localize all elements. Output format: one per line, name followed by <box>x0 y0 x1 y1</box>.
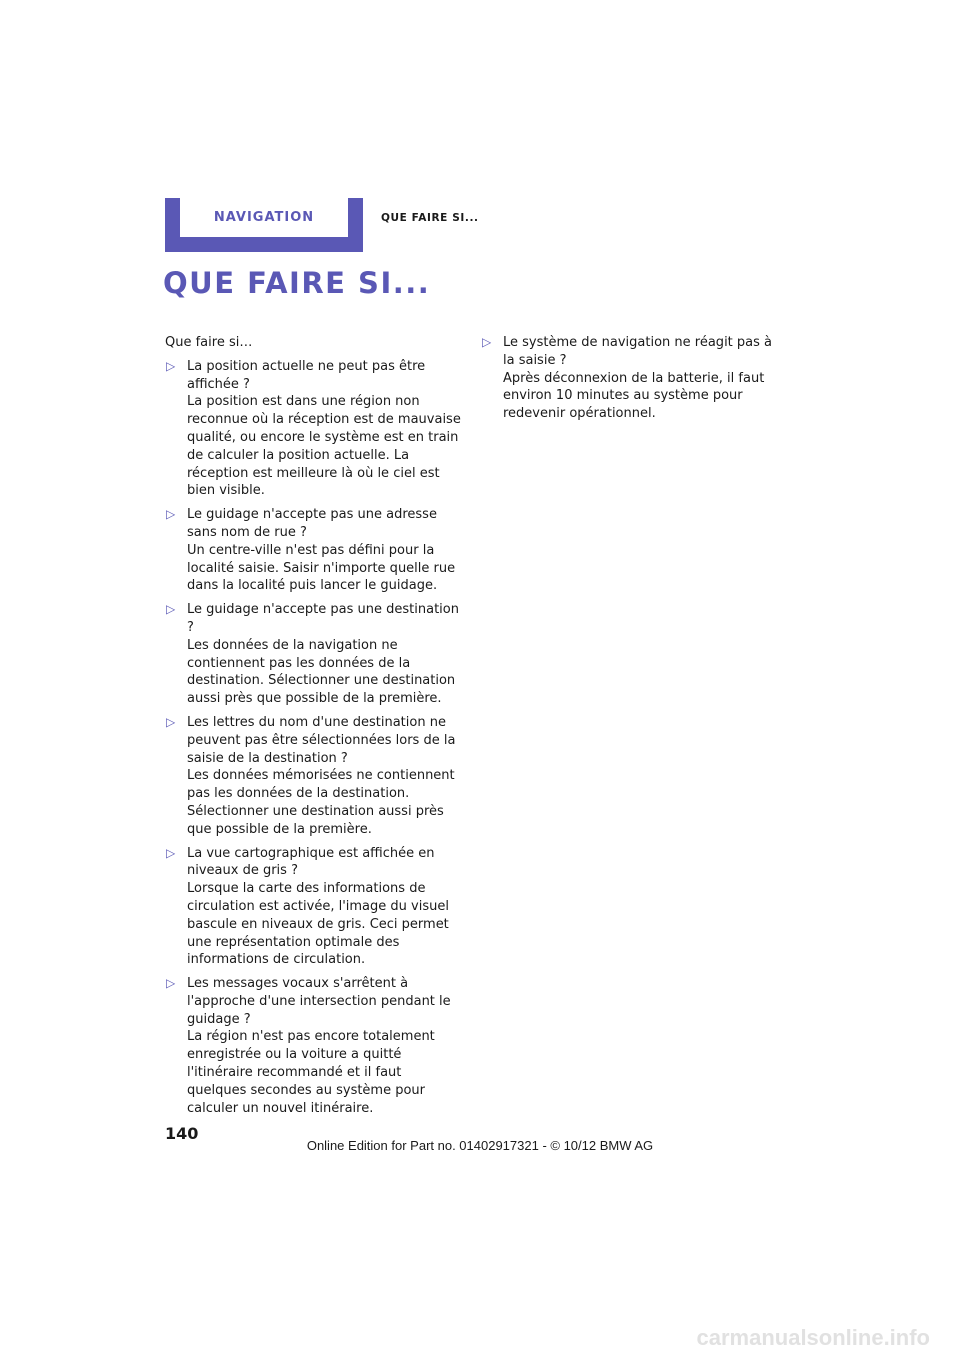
answer-text: Un centre-ville n'est pas défini pour la localité saisie. Saisir n'importe quelle rue dans la localité puis lancer le guidage. <box>187 542 456 594</box>
question-text: Les messages vocaux s'arrêtent à l'approche d'une intersection pendant le guidage ? <box>187 976 451 1027</box>
page-number: 140 <box>165 1124 199 1143</box>
triangle-bullet-icon: ▷ <box>166 714 176 729</box>
right-qa-list <box>481 334 781 423</box>
triangle-bullet-icon: ▷ <box>166 507 176 522</box>
answer-text: La région n'est pas encore totalement enregistrée ou la voiture a quitté l'itinéraire recommandé et il faut quelques secondes au système pour calculer un nouvel itinéraire. <box>187 1029 435 1116</box>
question-text: Les lettres du nom d'une destination ne peuvent pas être sélectionnées lors de la saisie de la destination ? <box>187 714 456 766</box>
triangle-bullet-icon: ▷ <box>166 358 176 373</box>
list-item <box>165 358 461 500</box>
list-item <box>165 845 461 970</box>
running-head: QUE FAIRE SI... <box>381 212 479 224</box>
triangle-bullet-icon: ▷ <box>166 976 176 991</box>
answer-text: Lorsque la carte des informations de circulation est activée, l'image du visuel bascule en niveaux de gris. Ceci permet une représentation optimale des informations de circulation. <box>187 881 449 968</box>
question-text: Le guidage n'accepte pas une adresse sans nom de rue ? <box>187 507 437 540</box>
intro-text: Que faire si… <box>165 335 253 350</box>
question-text: La position actuelle ne peut pas être affichée ? <box>187 358 426 392</box>
watermark: carmanualsonline.info <box>696 1325 930 1350</box>
list-item <box>165 714 461 839</box>
list-item <box>165 601 461 708</box>
right-column <box>481 334 781 429</box>
page-title: QUE FAIRE SI... <box>163 266 431 300</box>
list-item <box>165 506 461 595</box>
triangle-bullet-icon: ▷ <box>482 335 492 349</box>
answer-text: Après déconnexion de la batterie, il faut environ 10 minutes au système pour redevenir opérationnel. <box>503 370 765 422</box>
question-text: La vue cartographique est affichée en niveaux de gris ? <box>187 845 435 879</box>
answer-text: Les données mémorisées ne contiennent pas les données de la destination. Sélectionner une destination aussi près que possible de la première. <box>187 768 455 837</box>
list-item <box>481 334 781 423</box>
question-text: Le système de navigation ne réagit pas à la saisie ? <box>503 335 772 368</box>
triangle-bullet-icon: ▷ <box>166 602 176 617</box>
chapter-tab <box>180 198 348 237</box>
question-text: Le guidage n'accepte pas une destination ? <box>187 602 459 635</box>
left-qa-list <box>165 358 461 1118</box>
footer-edition-text: Online Edition for Part no. 01402917321 - © 10/12 BMW AG <box>306 1138 654 1153</box>
triangle-bullet-icon: ▷ <box>166 845 176 860</box>
answer-text: La position est dans une région non reconnue où la réception est de mauvaise qualité, ou encore le système est en train de calculer la position actuelle. La réception est meilleure là où le ciel est bien visible. <box>187 394 461 499</box>
list-item <box>165 975 461 1117</box>
left-column <box>165 334 461 1123</box>
answer-text: Les données de la navigation ne contiennent pas les données de la destination. Sélectionner une destination aussi près que possible de la première. <box>187 637 456 707</box>
chapter-tab-label: NAVIGATION <box>213 210 315 225</box>
